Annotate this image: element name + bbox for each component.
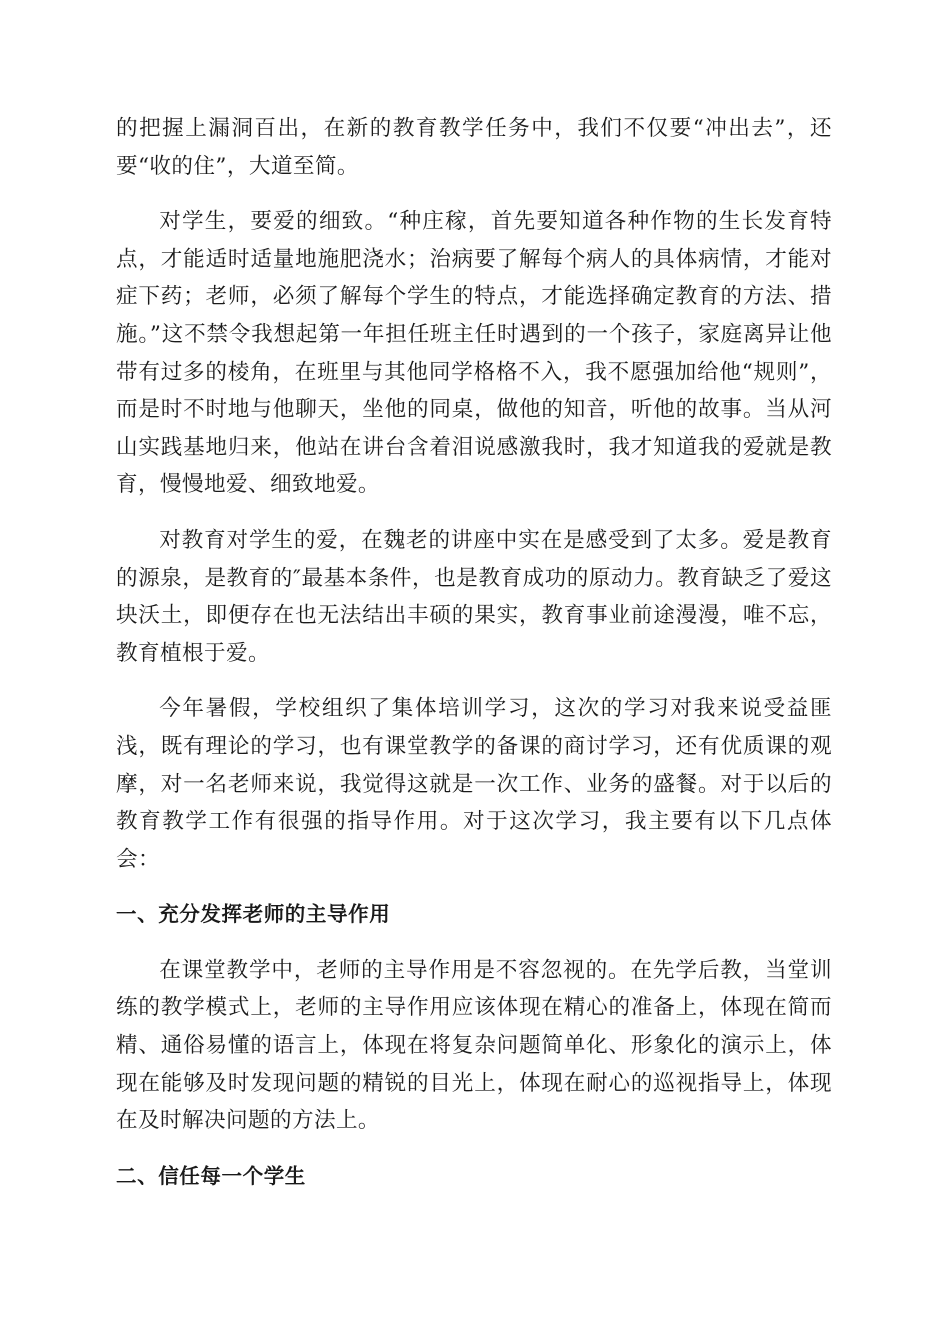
paragraph-summer-training: 今年暑假，学校组织了集体培训学习，这次的学习对我来说受益匪浅，既有理论的学习，也有课堂教学的备课的商讨学习，还有优质课的观摩，对一名老师来说，我觉得这就是一次工作、业务的盛餐。对于以后的教育教学工作有很强的指导作用。对于这次学习，我主要有以下几点体会： [116, 696, 832, 872]
document-page [116, 110, 832, 1213]
paragraph-love-students-carefully: 对学生，要爱的细致。“种庄稼，首先要知道各种作物的生长发育特点，才能适时适量地施肥浇水；治病要了解每个病人的具体病情，才能对症下药；老师，必须了解每个学生的特点，才能选择确定教育的方法、措施。”这不禁令我想起第一年担任班主任时遇到的一个孩子，家庭离异让他带有过多的棱角，在班里与其他同学格格不入，我不愿强加给他“规则”，而是时不时地与他聊天，坐他的同桌，做他的知音，听他的故事。当从河山实践基地归来，他站在讲台含着泪说感激我时，我才知道我的爱就是教育，慢慢地爱、细致地爱。 [116, 209, 832, 498]
paragraph-teacher-leading-role: 在课堂教学中，老师的主导作用是不容忽视的。在先学后教，当堂训练的教学模式上，老师的主导作用应该体现在精心的准备上，体现在简而精、通俗易懂的语言上，体现在将复杂问题简单化、形象化的演示上，体现在能够及时发现问题的精锐的目光上，体现在耐心的巡视指导上，体现在及时解决问题的方法上。 [116, 957, 832, 1134]
section-heading-teacher-leading-role: 一、充分发挥老师的主导作用 [116, 902, 391, 927]
section-heading-trust-every-student: 二、信任每一个学生 [116, 1163, 306, 1188]
paragraph-continuation: 的把握上漏洞百出，在新的教育教学任务中，我们不仅要“冲出去”，还要“收的住”，大道至简。 [116, 116, 832, 179]
paragraph-love-of-education: 对教育对学生的爱，在魏老的讲座中实在是感受到了太多。爱是教育的源泉，是教育的″最基本条件，也是教育成功的原动力。教育缺乏了爱这块沃土，即便存在也无法结出丰硕的果实，教育事业前途漫漫，唯不忘，教育植根于爱。 [116, 527, 832, 666]
